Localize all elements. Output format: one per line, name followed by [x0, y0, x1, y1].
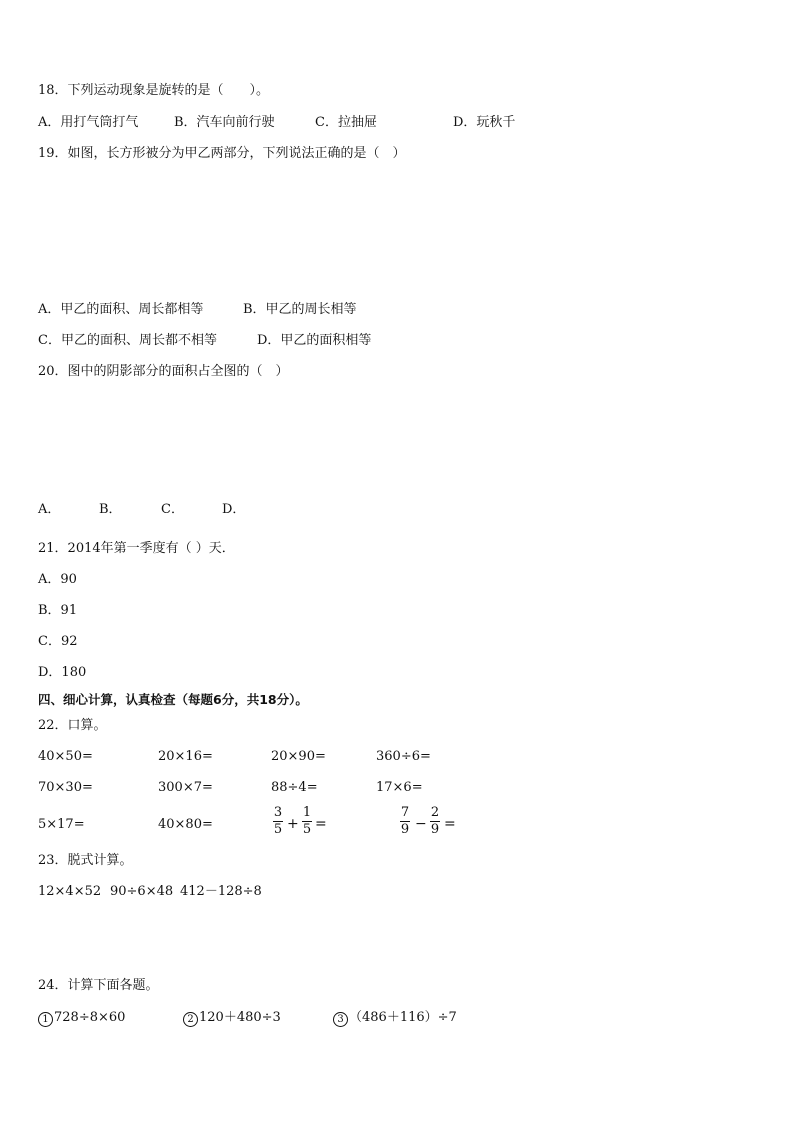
q24-expression: （486＋116）÷7 — [349, 1010, 457, 1025]
q18-option-b[interactable]: B．汽车向前行驶 — [174, 115, 275, 130]
fraction — [302, 806, 312, 837]
q20-option-d[interactable]: D． — [222, 502, 246, 517]
q18-stem: 18．下列运动现象是旋转的是（ ）。 — [38, 83, 270, 98]
denominator: 5 — [273, 822, 283, 837]
equals-sign: = — [315, 816, 327, 832]
numerator: 7 — [400, 805, 410, 820]
q23-item: 90÷6×48 — [110, 884, 174, 899]
q22-item: 360÷6= — [376, 749, 431, 764]
circled-number-3: 3 — [333, 1012, 348, 1027]
q22-stem: 22．口算。 — [38, 718, 107, 733]
q19-option-b[interactable]: B．甲乙的周长相等 — [243, 302, 357, 317]
q18-option-c[interactable]: C．拉抽屉 — [315, 115, 377, 130]
q19-figure-area — [38, 170, 538, 290]
q23-item: 412－128÷8 — [180, 884, 262, 899]
numerator: 2 — [430, 805, 440, 820]
q24-expression: 120＋480÷3 — [199, 1010, 281, 1025]
circled-number-2: 2 — [183, 1012, 198, 1027]
q19-option-c[interactable]: C．甲乙的面积、周长都不相等 — [38, 333, 217, 348]
denominator: 9 — [400, 822, 410, 837]
q22-item: 17×6= — [376, 780, 423, 795]
q21-option-a[interactable]: A．90 — [38, 572, 77, 587]
q22-item: 5×17= — [38, 817, 85, 832]
q21-option-d[interactable]: D．180 — [38, 665, 87, 680]
q20-figure-area — [38, 390, 538, 495]
q20-option-b[interactable]: B． — [99, 502, 122, 517]
q22-item: 88÷4= — [271, 780, 318, 795]
fraction — [273, 806, 283, 837]
circled-number-1: 1 — [38, 1012, 53, 1027]
q24-stem: 24．计算下面各题。 — [38, 978, 159, 993]
q22-item: 20×90= — [271, 749, 326, 764]
fraction — [400, 806, 410, 837]
denominator: 9 — [430, 822, 440, 837]
numerator: 3 — [273, 805, 283, 820]
q23-stem: 23．脱式计算。 — [38, 853, 133, 868]
equals-sign: = — [444, 816, 456, 832]
plus-sign: + — [287, 816, 299, 832]
denominator: 5 — [302, 822, 312, 837]
q24-item-3 — [333, 1009, 457, 1027]
q22-item: 70×30= — [38, 780, 93, 795]
q24-item-1 — [38, 1009, 125, 1027]
q19-option-a[interactable]: A．甲乙的面积、周长都相等 — [38, 302, 204, 317]
minus-sign: − — [415, 816, 427, 832]
q21-option-c[interactable]: C．92 — [38, 634, 78, 649]
q22-item: 300×7= — [158, 780, 213, 795]
q18-option-a[interactable]: A．用打气筒打气 — [38, 115, 139, 130]
q20-option-c[interactable]: C． — [161, 502, 184, 517]
q19-option-d[interactable]: D．甲乙的面积相等 — [257, 333, 372, 348]
q24-expression: 728÷8×60 — [54, 1010, 126, 1025]
q19-stem: 19．如图，长方形被分为甲乙两部分，下列说法正确的是（ ） — [38, 146, 406, 161]
numerator: 1 — [302, 805, 312, 820]
q24-item-2 — [183, 1009, 281, 1027]
q18-option-d[interactable]: D．玩秋千 — [453, 115, 516, 130]
q23-item: 12×4×52 — [38, 884, 102, 899]
q22-item: 40×50= — [38, 749, 93, 764]
q21-option-b[interactable]: B．91 — [38, 603, 78, 618]
q21-stem: 21．2014年第一季度有（ ）天． — [38, 541, 235, 556]
q22-item: 40×80= — [158, 817, 213, 832]
fraction — [430, 806, 440, 837]
q20-stem: 20．图中的阴影部分的面积占全图的（ ） — [38, 364, 289, 379]
q22-item: 20×16= — [158, 749, 213, 764]
q20-option-a[interactable]: A． — [38, 502, 61, 517]
section-4-heading: 四、细心计算，认真检查（每题6分，共18分）。 — [38, 692, 308, 707]
